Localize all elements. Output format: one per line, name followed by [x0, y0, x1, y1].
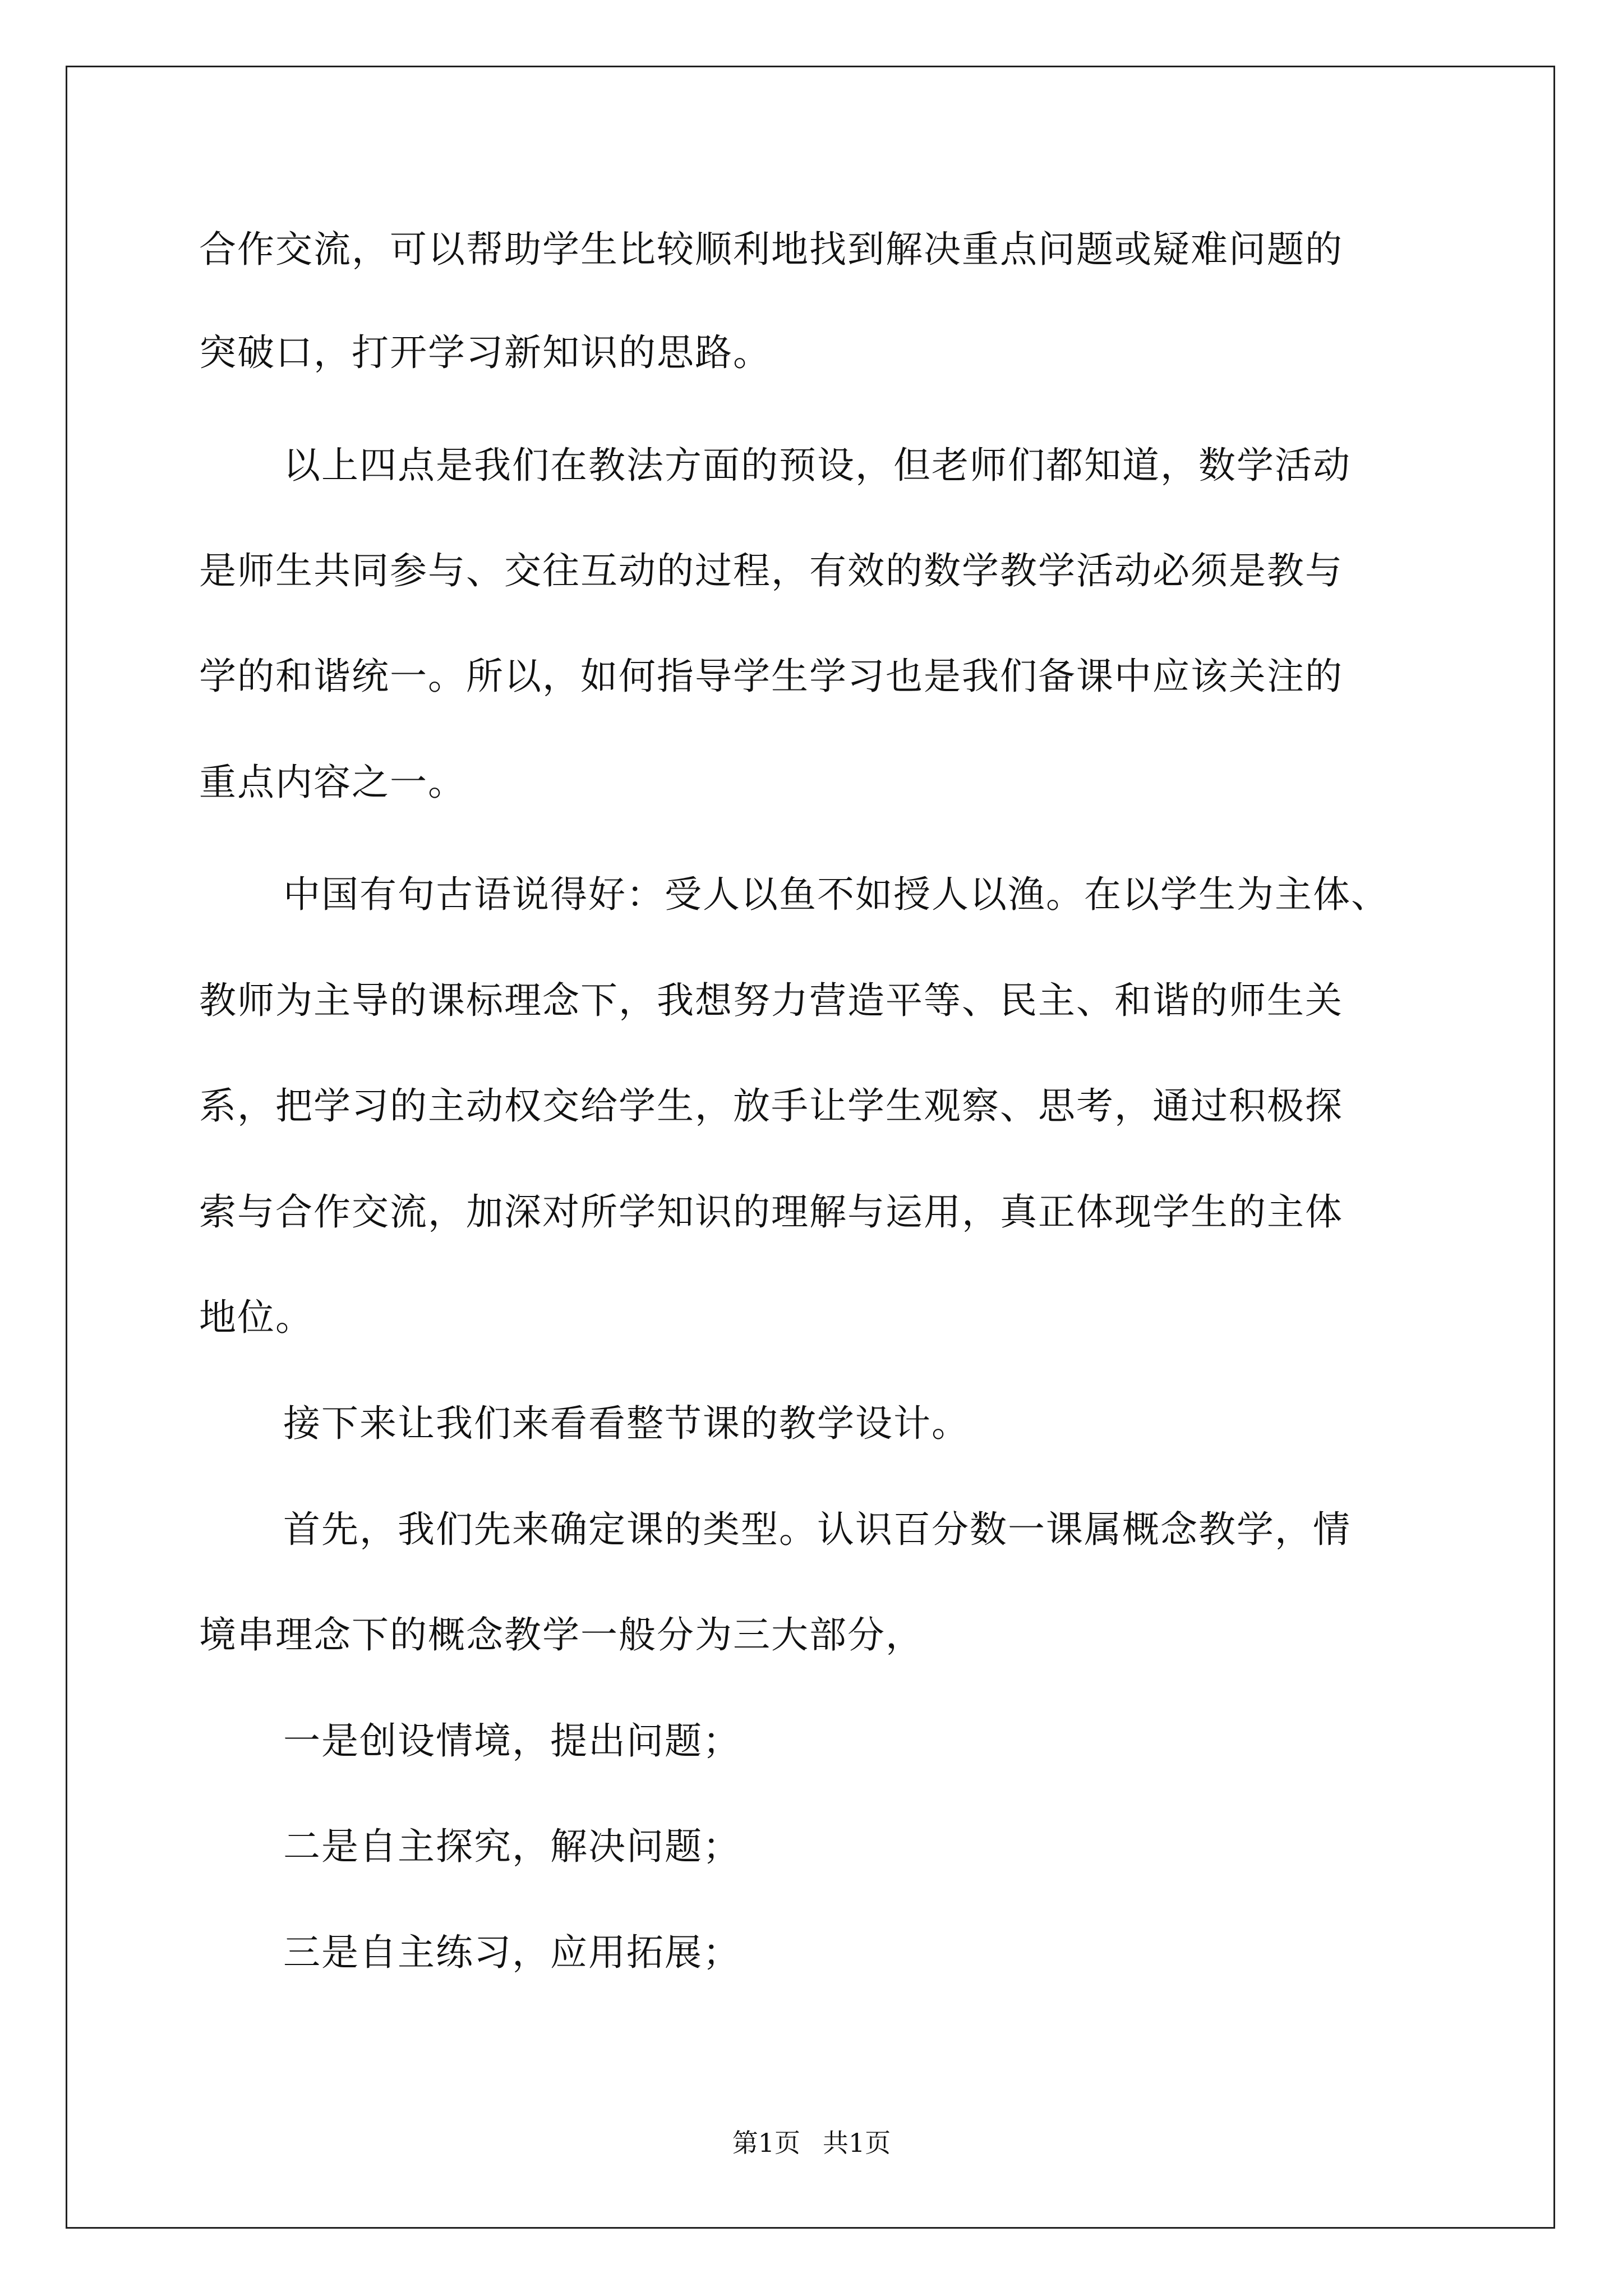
text-line: 境串理念下的概念教学一般分为三大部分，	[199, 1613, 924, 1657]
text-line: 以上四点是我们在教法方面的预设，但老师们都知道，数学活动	[283, 444, 1351, 487]
page-footer	[0, 2126, 1623, 2160]
text-line: 地位。	[199, 1296, 313, 1339]
page-total: 共1页	[823, 2128, 891, 2158]
text-line: 学的和谐统一。所以，如何指导学生学习也是我们备课中应该关注的	[199, 655, 1343, 698]
text-line: 首先，我们先来确定课的类型。认识百分数一课属概念教学，情	[283, 1508, 1351, 1551]
page-border	[66, 66, 1555, 2229]
text-line: 接下来让我们来看看整节课的教学设计。	[283, 1402, 970, 1445]
text-line: 三是自主练习，应用拓展；	[283, 1931, 741, 1974]
text-line: 重点内容之一。	[199, 761, 466, 804]
text-line: 教师为主导的课标理念下，我想努力营造平等、民主、和谐的师生关	[199, 979, 1343, 1022]
text-line: 索与合作交流，加深对所学知识的理解与运用，真正体现学生的主体	[199, 1190, 1343, 1234]
text-line: 系，把学习的主动权交给学生，放手让学生观察、思考，通过积极探	[199, 1084, 1343, 1128]
text-line: 合作交流，可以帮助学生比较顺利地找到解决重点问题或疑难问题的	[199, 228, 1343, 271]
text-line: 二是自主探究，解决问题；	[283, 1825, 741, 1868]
page-number: 第1页	[732, 2128, 800, 2158]
text-line: 突破口，打开学习新知识的思路。	[199, 331, 771, 374]
text-line: 是师生共同参与、交往互动的过程，有效的数学教学活动必须是教与	[199, 549, 1343, 592]
text-line: 中国有句古语说得好：受人以鱼不如授人以渔。在以学生为主体、	[283, 873, 1389, 916]
text-line: 一是创设情境，提出问题；	[283, 1719, 741, 1763]
